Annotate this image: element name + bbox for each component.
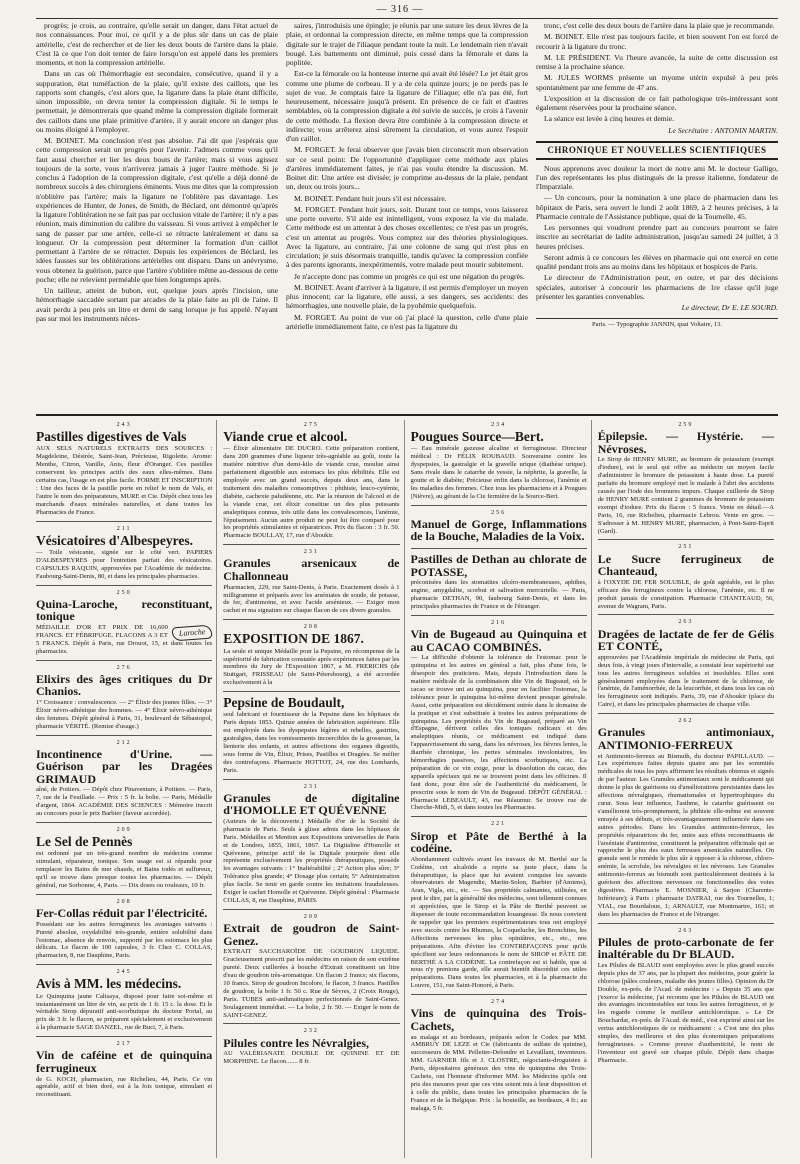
ad-title: Le Sel de Pennès: [36, 834, 133, 850]
paragraph: M. JULES WORMS présente un myome utérin expulsé à peu près spontanément par une femme de 47 ans.: [536, 73, 778, 92]
advertisement: [36, 967, 212, 1037]
paragraph: M. BOINET. Elle n'est pas toujours facile, et bien souvent l'on est forcé de recourir à la ligature du tronc.: [536, 32, 778, 51]
ad-number: 234: [491, 422, 507, 428]
advertisement: [598, 617, 774, 714]
ad-number: 263: [678, 619, 694, 626]
paragraph: Nous apprenons avec douleur la mort de notre ami M. le docteur Galligo, l'un des représentants les plus distingués de la presse italienne, fondateur de l'Imparziale.: [536, 163, 778, 192]
ad-number: 245: [116, 969, 132, 976]
signature-stamp: Laroche: [171, 624, 212, 640]
ad-body: Pharmacien, 229, rue Saint-Denis, à Paris. Exactement dosés à 1 milligramme et préparés avec les arséniates de soude, de potasse, de fer, d'antimoine, et avec l'acide arsénieux. — Exiger mon cachet et ma signature sur chaque flacon de ces divers granules.: [223, 583, 400, 615]
article-area: [36, 21, 778, 411]
ad-body: Possédant sur les autres ferrugineux les avantages suivants : Pureté absolue, oxydabilité très-grande, entière solubilité dans l'estomac, absence de renvois, supporté par les estomacs les plus délicats. Le flacon de 100 capsules, 3 fr. Chez C. COLLAS, pharmacien, 8, rue Dauphine, Paris.: [36, 920, 213, 960]
advertisement: [36, 588, 212, 661]
ad-body: (Auteurs de la découverte.) Médaille d'or de la Société de pharmacie de Paris. Seuls à glisse admis dans les hôpitaux de Paris. Médailles et Mention aux Expositions universelles de Paris et de Londres, 1855, 1861, 1867. La Digitaline d'Homolle et Quévenne, principe actif de la Digitale pourprée dont elle représente exclusivement les propriétés thérapeutiques, possède les avantages suivants : 1° Inaltérabilité ; 2° Action plus sûre; 3° Tolérance plus grande; 4° Dosage plus certain; 5° Administration plus facile. Se tenir en garde contre les imitations frauduleuses. Exiger le cachet Homolle et Quévenne. Dépôt général : Pharmacie COLLAS, 8, rue Dauphine, PARIS.: [223, 817, 400, 904]
ad-number: 211: [116, 525, 132, 532]
advertisement: [411, 819, 587, 995]
ad-body: approuvées par l'Académie impériale de médecine de Paris, qui deux fois, à vingt jours d'intervalle, a constaté leur supériorité sur tous les autres ferrugineux solubles et insolubles. Elles sont généralement employées dans le traitement de la chlorose, de l'anémie, de l'aménorrhée, de la leucorrhée, et dans tous les cas où les ferrugineux sont indiqués. Paris, 39, rue d'Aboukir (place du Caire), et dans les principales pharmacies de chaque ville.: [597, 653, 774, 709]
advertisement: [223, 912, 399, 1025]
ad-number: 217: [116, 1041, 132, 1048]
ad-title: Manuel de Gorge, Inflammations de la Bouche, Maladies de la Voix.: [410, 516, 587, 544]
ad-title: Pastilles de Dethan au chlorate de POTASSE,: [410, 552, 587, 579]
secretary-signature: Le Secrétaire : ANTONIN MARTIN.: [668, 125, 778, 135]
advertisement: [223, 420, 399, 545]
advertisement: [223, 1026, 399, 1070]
paragraph: — Un concours, pour la nomination à une place de pharmacien dans les hôpitaux de Paris, sera ouvert le lundi 2 août 1869, à 2 heures précises, à la Pharmacie centrale de l'Assistance publique, quai de la Tournelle, 45.: [536, 193, 778, 221]
advertisement: [223, 694, 399, 779]
advertisement: [223, 622, 399, 692]
ad-title: Pastilles digestives de Vals: [36, 429, 187, 445]
advertisement: [598, 716, 774, 923]
advertisement: [411, 618, 587, 818]
ad-title: Pilules de proto-carbonate de fer inaltérable du Dr BLAUD.: [597, 934, 774, 962]
ad-number: 231: [303, 783, 319, 790]
paragraph: La séance est levée à cinq heures et demie.: [544, 114, 675, 124]
ad-body: EXTRAIT SACCHAROÏDE DE GOUDRON LIQUIDE. Gracieusement prescrit par les médecins en raison de son extrême pureté. Deux cuillerées à bouche d'Extrait constituent un litre d'eau de goudron très-aromatique. Un flacon 2 francs; six flacons, 10 francs. Sirop de goudron Incolore, le flacon, 3 francs. Pastilles de goudron, la boîte 1 fr. 50 c. Rue de Sèvres, 2 (Croix Rouge), Paris. TUBES anti-asthmatiques perfectionnés de Saint-Genez. Soulagement immédiat. — La boîte, 2 fr. 50. — Exiger le nom de SAINT-GENEZ.: [223, 948, 400, 1019]
ad-number: 263: [678, 927, 694, 934]
advertisement: [223, 782, 399, 910]
ad-title: Viande crue et alcool.: [223, 429, 348, 445]
ad-number: 209: [303, 913, 319, 920]
paragraph: M. BOINET. Avant d'arriver à la ligature, il est permis d'employer un moyen plus innocent; car la ligature, elle aussi, a ses dangers, ses accidents: des hémorrhagies, une nouvelle plaie, de la pyohémie quelquefois.: [286, 282, 528, 311]
advertisement: [36, 897, 212, 965]
paragraph: Le directeur de l'Administration peut, en outre, et par des décisions spéciales, autoriser à concourir les pharmaciens de 1re classe qu'il juge présenter les garanties convenables.: [536, 273, 778, 301]
page-number: — 316 —: [376, 4, 424, 15]
advertisement: [598, 420, 774, 540]
ad-body: de G. KOCH, pharmacien, rue Richelieu, 44, Paris. Ce vin agréable, actif et bien doré, est à la fois tonique, stimulant et reconstituant.: [36, 1075, 213, 1099]
advertisement: [411, 508, 587, 549]
ad-body: — Eau minérale gazeuse alcaline et ferrugineuse. Directeur médical : Dr FÉLIX ROUBAUD. Souveraine contre les dyspepsies, la gastralgie et la gravelle urique (diathèse urique). Sans rivale dans le catarrhe de vessie, la néphrite, la gravelle, la goutte et le diabète; Précieuse enfin dans la chlorose, l'anémie et les maladies des femmes. Chez tous les pharmaciens et à Pougues (Nièvre), au gérant de la Cie fermière de la Source-Bert.: [410, 445, 587, 500]
ad-title: EXPOSITION DE 1867.: [223, 631, 364, 647]
ad-body: — La difficulté d'obtenir la tolérance de l'estomac pour le quinquina et les autres en général a fait, plus d'une fois, le désespoir des praticiens. Mais, depuis l'introduction dans la matière médicale de la combinaison dite Vin de Bugeaud, où le cacao se trouve uni au quinquina, pour en faciliter l'estomac, la tolérance pour le quinquina lui-même devient presque générale. Aussi, cette préparation est décidément entrée dans le domaine de la pratique et s'est substituée à toutes les autres préparations de quinquina. Les propriétés du Vin de Bugeaud, préparé au Vin d'Espagne, dérivent celles des toniques radicaux et des analeptiques réunis, ce médicament est indiqué dans l'appauvrissement du sang, dans les névroses, les fièvres lentes, la diarrhée chronique, les pertes séminales involontaires, les hémorrhagies passives, les affections scorbutiques, etc. La préparation de ce vin exige, pour la dissolution du cacao, des appareils spéciaux qui ne se trouvent point dans les officines. Il faut donc, pour être sûr de l'authenticité du médicament, le prescrire sous le nom de Vin de Bugeaud. DÉPÔT GÉNÉRAL : Pharmacie LEBEAULT, 43, rue Réaumur. Se trouve rue de Cherche-Midi, 5, et dans toutes les Pharmacies.: [410, 654, 587, 812]
ad-title: Sirop et Pâte de Berthé à la codéine.: [410, 828, 587, 856]
ad-title: Fer-Collas réduit par l'électricité.: [36, 906, 208, 921]
ad-body: aîné, de Poitiers. — Dépôt chez Pinaventure, à Poitiers. — Paris, 7, rue de la Feuillade. — Prix : 5 fr. la boîte. — Paris, Médaille d'argent, 1864. ACADÉMIE DES SCIENCES : Mémoire inscrit au concours pour le prix Barbier (faveur accordée).: [36, 786, 213, 818]
ad-title: Pougues Source—Bert.: [410, 429, 544, 445]
paragraph: Je n'accepte donc pas comme un progrès ce qui est une négation du progrès.: [294, 271, 525, 281]
ad-body: à l'OXYDE DE FER SOLUBLE, de goût agréable, est le plus efficace des ferrugineux contre la chlorose, l'anémie, etc. Il ne produit jamais de constipation. Pharmacie CHANTEAUD, 56, avenue de Wagram, Paris.: [597, 578, 774, 610]
ad-number: 256: [491, 509, 507, 516]
ad-body: 1° Croissance : convalescence. — 2° Élixir des jeunes filles. — 3° Élixir névro-athénique des hommes. — 4° Élixir névro-athénique des femmes. Dépôt général à Paris, 31, boulevard de Sébastopol, pharmacie VÉRITÉ. (Remise d'usage.): [36, 698, 213, 730]
ad-number: 274: [491, 999, 507, 1006]
advertisement-area: [36, 420, 778, 1158]
ad-title: Vésicatoires d'Albespeyres.: [36, 532, 193, 548]
paragraph: Dans un cas où l'hémorrhagie est secondaire, consécutive, quand il y a suppuration, état tuméfaction de la plaie, qu'il existe des caillots, que les rapports sont changés, c'est alors que, la ligature dans la plaie étant difficile, sinon impossible, on devra tenter la compression digitale. Si le temps le permettait, je démontrerais que quand même la compression digitale formerait des caillots dans une plaie primitive d'artère, il y aurait encore un danger plus ou moins éloigné à l'employer.: [36, 69, 278, 134]
ad-title: Vins de quinquina des Trois-Cachets,: [410, 1006, 587, 1033]
ad-body: La seule et unique Médaille pour la Pepsine, en récompense de la supériorité de fabrication constatée après expériences faites par les membres du Jury de l'Exposition 1867, a M. FRERICHS (de Stuttgart, FRISSEAU (de Saint-Pétersbourg), a été accordée exclusivement à la: [223, 647, 400, 687]
ad-body: et Antimonio-ferreux au Bismuth, du docteur PAPILLAUD. — Les expériences faites depuis quatre ans par les sommités médicales de tous les pays affirment les résultats obtenus et signés de par l'auteur. Les Granules antimoniaux sont le médicament qui donne le plus de guérisons ou d'améliorations persistantes dans les affections névralgiques, rhumatismales et hypertrophiques du cœur. Sous leur influence, l'asthme, le catarrhe guérissent ou s'améliorent très-promptement, la phthisie elle-même est souvent enrayée à ses débuts, et très-avantageusement influencée dans ses autres périodes. Dans les Granules antimonio-ferreux, les propriétés réparatrices du fer, unies aux effets reconstituants de l'arséniate d'antimoine, constituent la préparation officinale qui se rapproche le plus des eaux ferreuses arsenicales naturelles. On granule sent le remède le plus sûr à opposer à la chlorose, chloro-anémie, la scrofule, les névralgies et les névroses. Les Granules antimonio-ferreux au bismuth sont particulièrement destinés à la guérison des affections nerveuses ou fonctionnelles des voies digestives. Pharmacie E. MOSNIER, à Sarjon (Charente-Inférieure); à Paris : pharmacie DATRAI, rue des Tournelles, 1; VIAL, rue Bourdaloue, 1; ARNAULT, rue Montmartre, 161; et dans les pharmacies de France et de l'étranger.: [597, 752, 774, 918]
ad-body: AU VALÉRIANATE DOUBLE DE QUININE ET DE MORPHINE. Le flacon....... 8 fr.: [223, 1050, 400, 1066]
advertisement: [598, 542, 774, 615]
advertisement: [411, 551, 587, 616]
ad-body: AUX SELS NATURELS EXTRAITS DES SOURCES : Magdeleine, Désirée, Saint-Jean, Précieuse, Rigolette. Arome: Menthe, Citron, Vanille, Anis, fleur d'Oranger. Ces pastilles conservent les principes actifs des eaux elles-mêmes. Dans certains cas, l'usage en est plus facile. FORME ET INSCRIPTION : Une des faces de la pastille porte en relief le nom de Vals, et l'autre le nom des préparateurs, MURE et Cie. Dépôt chez tous les marchands d'eaux minérales naturelles, et dans toutes les Pharmacies de France.: [36, 445, 213, 516]
ad-title: Granules antimoniaux, ANTIMONIO-FERREUX: [597, 725, 774, 752]
ad-title: Granules arsenicaux de Challonneau: [223, 556, 400, 584]
ad-body: est ordonné par un très-grand nombre de médecins comme stimulant, réparateur, tonique. Son usage est si répandu pour remplacer les Bains de mer chauds, et Bains iodés et sulfureux, qu'il se trouve dans presque toutes les pharmacies. — Dépôt général, rue Sorbonne, 4, Paris. — Dix doses ou rouleaux, 10 fr.: [36, 850, 213, 890]
advertisement: [36, 524, 212, 586]
ad-body: — Toile vésicante, signée sur le côté vert. PAPIERS D'ALBESPEYRES pour l'entretien parfait des vésicatoires. CAPSULES RAQUIN, approuvées par l'Académie de médecine. Faubourg-Saint-Denis, 80, et dans les principales pharmacies.: [36, 548, 213, 580]
ad-number: 276: [116, 664, 132, 671]
ad-number: 208: [116, 898, 132, 905]
ad-body: préconisées dans les stomatites ulcéro-membraneuses, aphthes, angine, amygdalite, scorbut et salivation mercurielle. — Paris, pharmacie DETHAN, 90, faubourg Saint-Denis, et dans les principales pharmacies de France et de l'étranger.: [410, 579, 587, 610]
ad-number: 208: [303, 624, 319, 631]
ad-number: 231: [303, 549, 319, 556]
ad-title: Pilules contre les Névralgies,: [223, 1035, 369, 1050]
ad-number: 262: [678, 718, 694, 725]
advertisement: [223, 547, 399, 620]
advertisement: [36, 825, 212, 895]
paragraph: M. BOINET. Pendant huit jours s'il est nécessaire.: [294, 193, 447, 203]
director-signature: Le directeur, Dr E. LE SOURD.: [681, 303, 778, 313]
ad-body: Abondamment cultivés avant les travaux de M. Berthé sur la Codéine, cet alcaloïde a repris sa juste place, dans la thérapeutique, la place que lui avaient conquise les savants observateurs de Magendie, Martin-Solon, Barbier (d'Amiens), Aran, Vigla, etc., etc. — Ses propriétés calmantes, utilisées, en peut le dire, par la généralité des médecins, sont tellement connues et appréciées, que le Sirop et la Pâte de Berthé peuvent se dispenser de toute recommandation louangeuse. Ils nous convient de rappeler que les premiers expérimentateurs tous ont employé avec succès contre les Rhumes, la Coqueluche, les Bronchites, les Affections nerveuses les plus opiniâtres, etc., etc., nos préparations. Afin d'éviter les CONTREFAÇONS pour qu'ils spécifient sur leurs ordonnances le nom de SIROP et PÂTE DE BERTHÉ A LA CODÉINE. La contrefaçon est si habile, que si nous n'y prenions garde, elle aurait bientôt discrédité ces utiles préparations. Dans toutes les pharmacies, et à la pharmacie du Louvre, 151, rue Saint-Honoré, à Paris.: [410, 855, 587, 990]
ad-number: 216: [491, 619, 507, 626]
ad-number: 251: [678, 544, 694, 551]
ad-column-4: [598, 420, 778, 1158]
ad-title: Épilepsie. — Hystérie. — Névroses.: [597, 429, 774, 456]
article-column-1: [36, 21, 278, 411]
ad-body: Le Sirop de HENRY MURE, au bromure de potassium (exempt d'iodure), est le seul qui offre au médecin un moyen facile d'administrer le bromure de potassium à haute dose. La pureté parfaite du bromure employé met le malade à l'abri des accidents causés par l'iode des bromures impurs. Chaque cuillerée de Sirop de HENRY MURE contient 2 grammes de bromure de potassium exempt d'iodure. Prix du flacon : 5 francs. Vente en détail.—A Paris, 16, rue Richelieu, pharmacie Lebrou. Vente en gros. — S'adresser à M. HENRY MURE, pharmacien, à Pont-Saint-Esprit (Gard).: [597, 456, 774, 535]
paragraph: Seront admis à ce concours les élèves en pharmacie qui ont exercé en cette qualité pendant trois ans au moins dans les hôpitaux et hospices de Paris.: [536, 252, 778, 272]
ad-title: Incontinence d'Urine. — Guérison par les Dragées GRIMAUD: [36, 746, 213, 786]
paragraph: M. LE PRÉSIDENT. Vu l'heure avancée, la suite de cette discussion est remise à la prochaine séance.: [536, 52, 778, 71]
article-column-2: [286, 21, 528, 411]
ad-title: Avis à MM. les médecins.: [36, 976, 182, 992]
ad-title: Le Sucre ferrugineux de Chanteaud,: [597, 551, 774, 579]
ads-separator: [36, 414, 778, 416]
ad-title: Dragées de lactate de fer de Gélis ET CONTÉ,: [597, 626, 774, 654]
ad-column-2: [223, 420, 404, 1158]
ad-title: Vin de caféine et de quinquina ferrugineux: [36, 1048, 213, 1075]
top-rule: [36, 18, 778, 19]
ad-number: 250: [116, 589, 132, 596]
ad-body: Les Pilules de BLAUD sont employées avec le plus grand succès depuis plus de 37 ans, par la plupart des médecins, pour guérir la chlorose (pâles couleurs, maladie des jeunes filles). Opinion du Dr Double, ex-prés. de l'Acad. de médecine : « Depuis 35 ans que j'exerce la médecine, j'ai reconnu que les Pilules de BLAUD ont des avantages incontestables sur tous les autres ferrugineux, et je les regarde comme le meilleur antichlorotique. » Le Dr Bouchardat, ex-prés. de l'Acad. de méd., s'est exprimé ainsi sur les vertus antichlorotiques de ce médicament : « C'est une des plus simples, des meilleures et des plus économiques préparations ferrugineuses. » Comme preuve d'authenticité, le nom de l'inventeur est gravé sur chaque pilule. Dépôt dans chaque Pharmacie.: [597, 961, 774, 1064]
paragraph: M. FORGET. Au point de vue où j'ai placé la question, celle d'une plaie artérielle immédiatement faite, ce n'est pas la ligature du: [286, 312, 528, 331]
ad-title: Vin de Bugeaud au Quinquina et au CACAO COMBINÉS.: [410, 627, 587, 654]
ad-body: au malaga et au bordeaux, préparés selon le Codex par MM. AMBRUY DE LEZE et Cie (fabricants de sulfate de quinine), successeurs de MM. Pelletier-Delondre et Levaillant, inventeurs. MM. GARNIER fils et J. CLOSTRE, négociants-droguistes à Paris, dépositaires généraux des vins de quinquina des Trois-Cachets, ont l'honneur d'informer MM. les Médecins qu'ils ont pris des mesures pour que ces vins soient mis à leur disposition et à celle du public, dans toutes les principales pharmacies de la France et de la Belgique. Prix : la bouteille, au bordeaux, 4 fr.; au malaga, 5 fr.: [410, 1033, 587, 1112]
article-column-3: [536, 21, 778, 411]
ad-number: 221: [491, 821, 507, 828]
ad-body: — Élixir alimentaire DE DUCRO. Cette préparation contient, dans 200 grammes d'une liqueur très-agréable au goût, toute la matière nutritive d'un demi-kilo de viande crue, moulue ainsi parfaitement digestible aux estomacs les plus débilités. Elle est employée avec un grand succès, depuis deux ans, dans le traitement des maladies consomptives : phthisie, leuco-cytémie, diabète, cachexie paludéenne, etc. Par la réunion de l'alcool et de la viande crue, cet élixir constitue un des plus puissants analeptiques connus, très utile dans les convalescences, l'anémie, l'épuisement. Aucun autre produit ne peut lui être comparé pour les propriétés stimulantes et réparatrices. Prix du flacon : 3 fr. 50. Pharmacie BOULLAY, 17, rue d'Aboukir.: [223, 445, 400, 540]
ad-column-1: [36, 420, 217, 1158]
chronique-heading: CHRONIQUE ET NOUVELLES SCIENTIFIQUES: [536, 141, 778, 160]
paragraph: progrès; je crois, au contraire, qu'elle serait un danger, dans l'état actuel de nos connaissances. Pour moi, ce qu'il y a de plus sûr dans un cas de plaie artérielle, c'est de rechercher et de lier les deux bouts de l'artère dans la plaie. C'est là ce que l'on doit tenter de faire lorsqu'on est appelé dans les premiers moments, et non la compression artérielle.: [36, 21, 278, 67]
ad-body: Le Quinquina jaune Calisaya, disposé pour faire soi-même et instantanément un litre de vin, au prix de 1 fr. 15 c. la dose. Et le véritable Sirop dépuratif anti-scorbutique du docteur Portal, au prix de 3 fr. le flacon, se préparent spécialement et exclusivement à la pharmacie SAGE DANZEL, rue de Buci, 7, à Paris.: [36, 992, 213, 1032]
ad-number: 259: [678, 422, 694, 428]
ad-column-3: [411, 420, 592, 1158]
ad-body: MÉDAILLE D'OR ET PRIX DE 16,600 FRANCS. ET FÉBRIFUGE. FLACONS A 3 ET 5 FRANCS. Dépôt à Paris, rue Drouot, 15, et dans toutes les pharmacies.: [36, 623, 213, 655]
ad-number: 243: [116, 422, 132, 428]
advertisement: [598, 926, 774, 1069]
paragraph: Est-ce la fémorale ou la honteuse interne qui avait été lésée? Le jet était gros comme une plume de corbeau. Il y a de cela quinze jours; je ne perds pas le sujet de vue. Je comptais faire la ligature de l'iliaque; elle n'a pas été, fort heureusement, nécessaire jusqu'à présent. En présence de ce fait et d'autres semblables, où la compression digitale a été suivie de succès, je crois à l'avenir de cette méthode. La flexion devra être combinée à la compression directe et indirecte; vous arrêterez ainsi sûrement la circulation, et vous aurez l'espoir d'un caillot.: [286, 69, 528, 143]
advertisement: [36, 663, 212, 736]
ad-number: 232: [303, 1028, 319, 1035]
advertisement: [411, 420, 587, 506]
paragraph: M. FORGET. Je ferai observer que j'avais bien circonscrit mon observation sur ce seul point: De l'opportunité d'appliquer cette méthode aux plaies d'artères immédiatement faites, je n'ai pas voulu étendre la discussion. M. Boinet dit: Une artère est divisée; je comprime au-dessus de la plaie, pendant un, deux ou trois jours...: [286, 145, 528, 192]
paragraph: saires, j'introduisis une épingle; je réunis par une suture les deux lèvres de la plaie, et ordonnai la compression directe, en même temps que la compression digitale sur le trajet de l'iliaque pendant toute la nuit. Le lendemain rien n'avait bougé. Les battements ont diminué, puis cessé dans la fémorale et dans la poplitée.: [286, 21, 528, 67]
printer-line: Paris. — Typographie JANNIN, quai Voltaire, 13.: [536, 318, 778, 329]
advertisement: [36, 420, 212, 522]
ad-title: Elixirs des âges critiques du Dr Chanios.: [36, 671, 213, 699]
ad-number: 275: [303, 422, 319, 428]
paragraph: Un tailleur, atteint de bubon, eut, quelque jours après l'incision, une hémorrhagie saccadée sortant par arcades de la plaie faite au pli de l'aine. Il avait perdu à peu près un litre et demi de sang lorsque je fus appelé. N'ayant pas sur moi les instruments néces-: [36, 286, 278, 323]
paragraph: M. BOINET. Ma conclusion n'est pas absolue. J'ai dit que j'espérais que cette compression serait un progrès pour l'avenir. J'admets comme vous qu'il faut aussi chercher et lier les deux bouts de l'artère; mais si vous agissez toujours de la sorte, vous n'arriverez jamais à juger l'autre méthode. Si je conclus à l'adoption de la compression digitale, c'est qu'elle a déjà donné de nombreux succès à des chirurgiens éminents. Vous me dites que la compression n'oblitère pas l'artère; mais la ligature ne l'oblitère pas davantage. Les expériences de Hunter, de Jones, de Smith, de Béclard, ont démontré qu'après la ligature l'oblitération ne se fait pas par occlusion vitale de l'artère; il n'y a pas réunion, mais diminution du calibre du vaisseau. Si vous arrivez à empêcher le sang de passer par une artère, celle-ci se rétracte latéralement et dans sa longueur. Or la compression peut déterminer la formation d'un caillot permettant à l'artère de se rétracter. Depuis les expériences de Béclard, les idées fausses sur les oblitérations artérielles ont disparu. Dans un anévrysme, vous obtenez la guérison, parce que l'artère s'oblitère même au-dessous de cette poche; elle ne relevient perméable que bien longtemps après.: [36, 136, 278, 284]
advertisement: [36, 1039, 212, 1103]
advertisement: [411, 997, 587, 1116]
paragraph: L'exposition et la discussion de ce fait pathologique très-intéressant sont également réservées pour la prochaine séance.: [536, 93, 778, 112]
ad-title: Pepsine de Boudault,: [223, 695, 345, 711]
ad-title: Granules de digitaline d'HOMOLLE ET QUÉVENNE: [223, 790, 400, 818]
ad-number: 212: [116, 739, 132, 746]
paragraph: Les personnes qui voudront prendre part au concours pourront se faire inscrire au secrétariat de ladite administration, jusqu'au samedi 24 juillet, à 3 heures précises.: [536, 223, 778, 251]
paragraph: M. FORGET. Pendant huit jours, soit. Durant tout ce temps, vous laisserez une porte ouverte. S'il aide est inintelligent, vous exposez la vie du malade. Cette méthode est un attentat à des choses excellentes; ce n'est pas un progrès, c'est un attentat au progrès. Vous comptez sur des théories physiologiques. Avec la ligature, au contraire, j'ai une colonne de sang qui n'est plus en circulation; je suis désormais tranquille, tandis qu'avec la compression confiée à des parents ignorants, inexpérimentés, votre malade peut mourir subitement.: [286, 204, 528, 270]
ad-body: seul fabricant et fournisseur de la Pepsine dans les hôpitaux de Paris depuis 1853. Quinze années de fabrication supérieure. Elle est employée dans les dyspepsies légères et rebelles, gastrites, gastralgies, dans les vomissements incoercibles de la grossesse, la lienterie des enfants, et autres affections des organes digestifs, sous forme de Vin, Élixir, Prises, Pastilles et Dragées. Se méfier des contrefaçons. Pharmacie HOTTOT, 24, rue des Lombards, Paris.: [223, 711, 400, 774]
ad-title: Extrait de goudron de Saint-Genez.: [223, 921, 400, 948]
paragraph: tronc, c'est celle des deux bouts de l'artère dans la plaie que je recommande.: [544, 21, 775, 30]
ad-title: Quina-Laroche, reconstituant, tonique: [36, 596, 213, 624]
ad-number: 209: [116, 827, 132, 834]
advertisement: [36, 738, 212, 824]
